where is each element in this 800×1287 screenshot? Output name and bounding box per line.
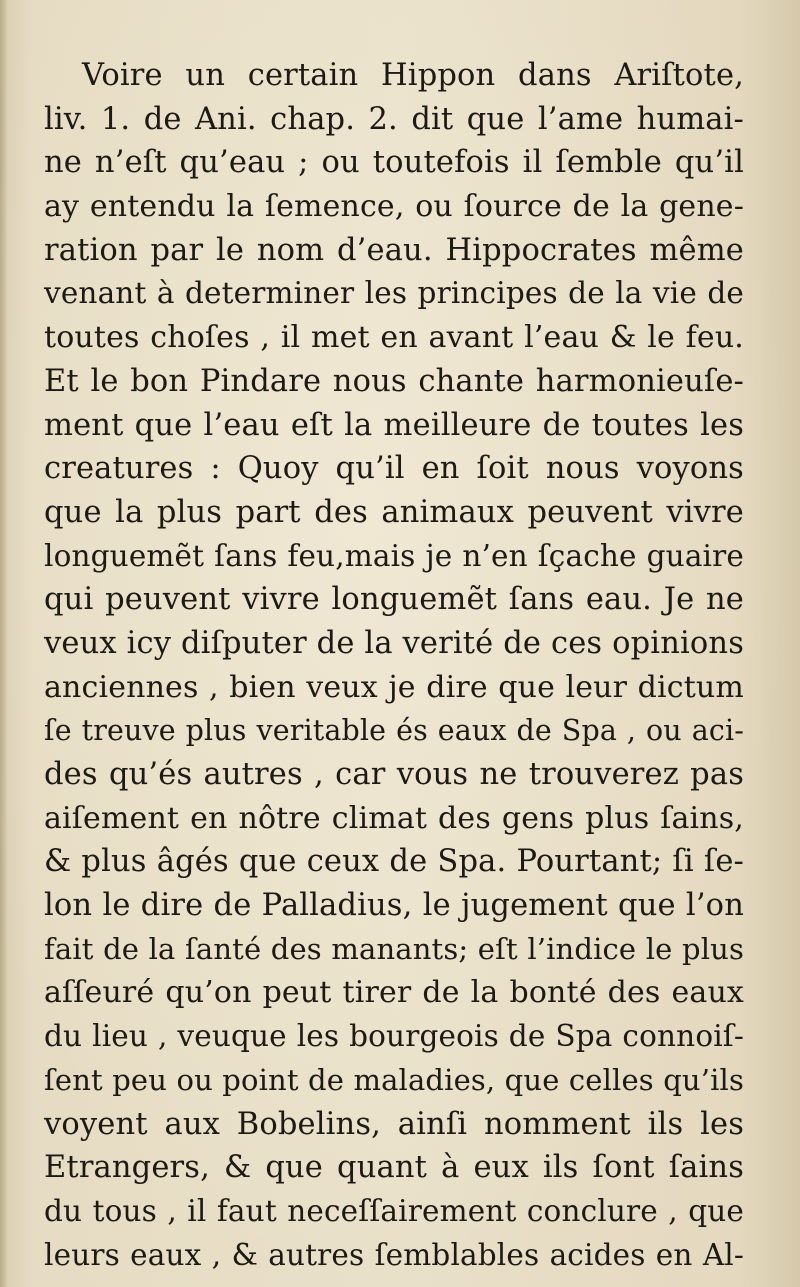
text-line: voyent aux Bobelins, ainſi nomment ils les — [44, 1106, 744, 1142]
text-line: qui peuvent vivre longuemẽt ſans eau. Je ne — [44, 582, 744, 618]
text-line: Voire un certain Hippon dans Ariſtote, — [82, 58, 744, 93]
text-line: leurs eaux , & autres ſemblables acides en Al- — [44, 1237, 744, 1272]
text-line: lon le dire de Palladius, le jugement que l’on — [44, 888, 744, 924]
text-line: venant à determiner les principes de la vie de — [44, 276, 744, 311]
page-gutter-shadow — [0, 0, 8, 1287]
text-line: du lieu , veuque les bourgeois de Spa connoiſ- — [44, 1019, 744, 1054]
text-line: des qu’és autres , car vous ne trouverez pas — [44, 757, 744, 792]
text-line: aiſement en nôtre climat des gens plus ſains, — [44, 800, 744, 836]
text-line: aſſeuré qu’on peut tirer de la bonté des eaux — [44, 975, 744, 1011]
text-line: longuemẽt ſans feu,mais je n’en ſçache guaire — [44, 538, 744, 573]
text-line: toutes choſes , il met en avant l’eau & le feu. — [44, 320, 744, 356]
text-line: ſent peu ou point de maladies, que celles qu’ils — [44, 1062, 744, 1097]
page-text-block — [44, 54, 744, 1277]
text-line: creatures : Quoy qu’il en ſoit nous voyons — [44, 451, 744, 487]
text-line: Etrangers, & que quant à eux ils ſont ſains — [44, 1150, 744, 1186]
text-line: ration par le nom d’eau. Hippocrates même — [44, 232, 744, 268]
text-line: du tous , il faut neceſſairement conclure , que — [44, 1193, 744, 1228]
text-line: ay entendu la ſemence, ou ſource de la gene- — [44, 189, 744, 225]
text-line: fait de la ſanté des manants; eſt l’indice le plus — [44, 931, 744, 966]
text-line: ſe treuve plus veritable és eaux de Spa , ou aci- — [44, 714, 744, 748]
text-line: ment que l’eau eſt la meilleure de toutes les — [44, 407, 744, 443]
text-line: que la plus part des animaux peuvent vivre — [44, 494, 744, 530]
text-line: veux icy diſputer de la verité de ces opinions — [44, 625, 744, 661]
text-line: anciennes , bien veux je dire que leur dictum — [44, 669, 744, 705]
text-line: & plus âgés que ceux de Spa. Pourtant; ſi ſe- — [44, 844, 744, 880]
text-line: liv. 1. de Ani. chap. 2. dit que l’ame humai- — [44, 101, 744, 137]
text-line: ne n’eſt qu’eau ; ou toutefois il ſemble qu’il — [44, 145, 744, 181]
text-line: Et le bon Pindare nous chante harmonieuſe- — [44, 363, 744, 399]
